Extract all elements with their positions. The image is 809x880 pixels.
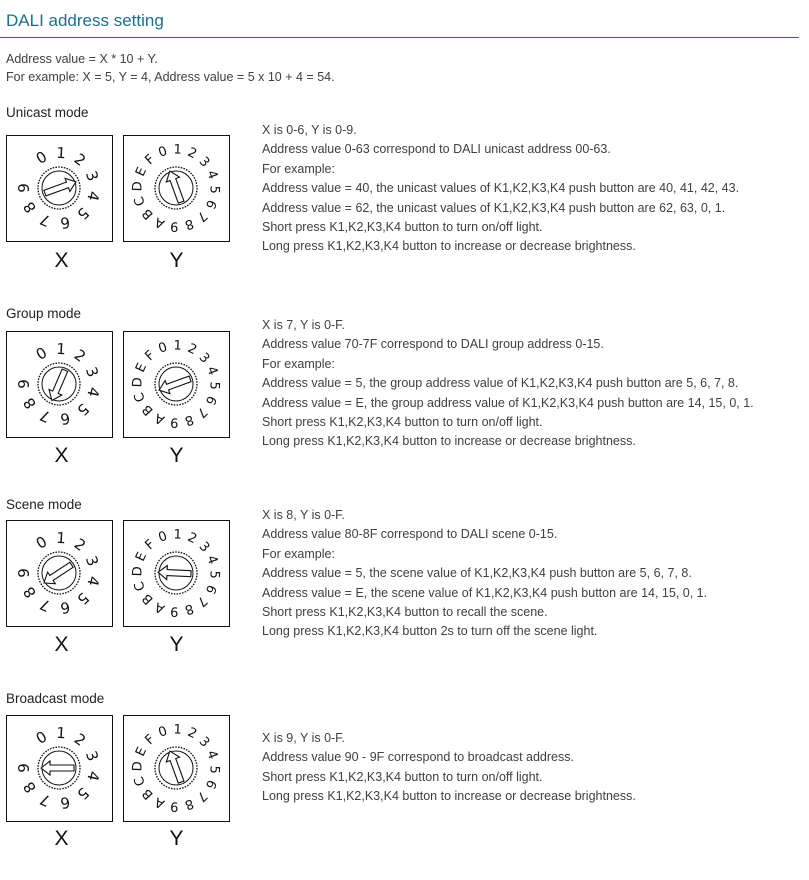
dial-digit: 9 xyxy=(15,568,33,578)
desc-line: Address value 70-7F correspond to DALI group address 0-15. xyxy=(262,337,604,352)
section-description-unicast xyxy=(262,121,739,257)
dial-digit: C xyxy=(131,579,149,593)
desc-line: X is 8, Y is 0-F. xyxy=(262,508,345,522)
dial-digit: 5 xyxy=(73,203,93,224)
dial-digit: 1 xyxy=(55,723,67,743)
dial-digit: 2 xyxy=(185,341,200,359)
x-dial-graphic xyxy=(7,332,111,436)
section-description-scene xyxy=(262,506,707,642)
dial-digit: 9 xyxy=(169,603,179,619)
dial-digit: 2 xyxy=(185,145,200,163)
dial-digit: 8 xyxy=(182,411,196,429)
intro-example: For example: X = 5, Y = 4, Address value = 5 x 10 + 4 = 54. xyxy=(6,70,335,84)
dial-digit: 2 xyxy=(185,530,200,548)
x-dial-graphic xyxy=(7,521,111,625)
desc-line: Short press K1,K2,K3,K4 button to turn on/off light. xyxy=(262,769,543,784)
dial-digit: 6 xyxy=(58,792,72,813)
dial-digit: E xyxy=(133,745,151,759)
dial-digit: 6 xyxy=(201,582,219,597)
dial-digit: 8 xyxy=(182,215,196,233)
dial-digit: C xyxy=(131,774,149,788)
dial-digit: B xyxy=(139,785,157,803)
dial-digit: 8 xyxy=(19,583,40,602)
dial-digit: 7 xyxy=(37,209,54,231)
x-label: X xyxy=(54,827,69,850)
x-label: X xyxy=(54,444,69,467)
desc-line: X is 7, Y is 0-F. xyxy=(262,318,345,332)
dial-digit: 0 xyxy=(32,147,51,168)
x-dial-graphic xyxy=(7,716,111,820)
desc-line: Address value = 5, the group address value of K1,K2,K3,K4 push button are 5, 6, 7, 8. xyxy=(262,376,739,391)
x-rotary-switch-group xyxy=(6,331,113,438)
dial-digit: A xyxy=(152,598,168,617)
dial-digit: 0 xyxy=(156,528,170,546)
y-rotary-switch-broadcast xyxy=(123,715,230,822)
desc-line: Address value = E, the group address value of K1,K2,K3,K4 push button are 14, 15, 0, 1. xyxy=(262,395,754,410)
dial-digit: 5 xyxy=(73,783,93,804)
dial-digit: 5 xyxy=(206,185,222,195)
dial-digit: 7 xyxy=(193,592,210,610)
desc-line: For example: xyxy=(262,546,335,561)
dial-digit: 0 xyxy=(32,727,51,748)
dial-digit: 4 xyxy=(203,553,221,567)
title-divider xyxy=(0,37,799,38)
dial-digit: 3 xyxy=(81,364,102,380)
dial-digit: E xyxy=(133,361,151,375)
dial-digit: 1 xyxy=(173,722,183,738)
y-dial-graphic xyxy=(124,521,228,625)
desc-line: Address value = 5, the scene value of K1,K2,K3,K4 push button are 5, 6, 7, 8. xyxy=(262,566,692,581)
section-label-unicast: Unicast mode xyxy=(6,105,89,120)
dial-digit: 0 xyxy=(32,343,51,364)
dial-digit: A xyxy=(152,793,168,812)
dial-digit: A xyxy=(152,409,168,428)
dial-digit: B xyxy=(139,205,157,223)
dial-digit: 9 xyxy=(15,379,33,389)
y-dial-graphic xyxy=(124,136,228,240)
dial-digit: 5 xyxy=(206,765,222,775)
section-description-broadcast xyxy=(262,729,636,807)
desc-line: Address value 80-8F correspond to DALI scene 0-15. xyxy=(262,527,558,542)
dial-digit: D xyxy=(130,180,146,192)
dial-digit: 6 xyxy=(201,777,219,792)
dial-digit: D xyxy=(130,376,146,388)
desc-line: Long press K1,K2,K3,K4 button to increase or decrease brightness. xyxy=(262,239,636,254)
dial-digit: 7 xyxy=(37,789,54,811)
desc-line: Address value 0-63 correspond to DALI unicast address 00-63. xyxy=(262,142,611,157)
x-rotary-switch-unicast xyxy=(6,135,113,242)
dial-digit: 6 xyxy=(201,197,219,212)
y-rotary-switch-group xyxy=(123,331,230,438)
dial-digit: 4 xyxy=(83,769,103,783)
dial-digit: 2 xyxy=(185,725,200,743)
y-rotary-switch-unicast xyxy=(123,135,230,242)
dial-digit: 0 xyxy=(156,723,170,741)
dial-digit: 3 xyxy=(81,168,102,184)
dial-digit: A xyxy=(152,213,168,232)
dial-digit: 6 xyxy=(58,597,72,618)
dial-digit: 7 xyxy=(37,405,54,427)
dial-digit: 9 xyxy=(169,218,179,234)
dial-digit: 6 xyxy=(58,408,72,429)
desc-line: Address value 90 - 9F correspond to broadcast address. xyxy=(262,750,574,765)
desc-line: Short press K1,K2,K3,K4 button to recall the scene. xyxy=(262,604,548,619)
dial-digit: 1 xyxy=(55,528,67,548)
dial-digit: 4 xyxy=(83,189,103,203)
dial-digit: 2 xyxy=(70,345,90,366)
dial-digit: 9 xyxy=(15,763,33,773)
desc-line: For example: xyxy=(262,356,335,371)
dial-digit: 0 xyxy=(156,339,170,357)
dial-digit: F xyxy=(142,347,159,365)
desc-line: Long press K1,K2,K3,K4 button 2s to turn off the scene light. xyxy=(262,624,598,639)
y-rotary-switch-scene xyxy=(123,520,230,627)
section-label-group: Group mode xyxy=(6,306,82,321)
dial-digit: 7 xyxy=(193,207,210,225)
desc-line: X is 0-6, Y is 0-9. xyxy=(262,123,357,137)
dial-digit: 5 xyxy=(206,570,222,580)
dial-digit: 5 xyxy=(206,381,222,391)
dial-digit: 1 xyxy=(55,143,67,163)
dial-digit: C xyxy=(131,390,149,404)
x-rotary-switch-broadcast xyxy=(6,715,113,822)
x-label: X xyxy=(54,633,69,656)
y-label: Y xyxy=(169,444,184,467)
dial-digit: 8 xyxy=(182,600,196,618)
y-label: Y xyxy=(169,249,184,272)
dial-digit: 1 xyxy=(55,339,67,359)
dial-digit: 1 xyxy=(173,142,183,158)
x-rotary-switch-scene xyxy=(6,520,113,627)
dial-digit: 3 xyxy=(195,734,213,751)
desc-line: Long press K1,K2,K3,K4 button to increase or decrease brightness. xyxy=(262,434,636,449)
intro-text xyxy=(6,50,335,86)
dial-digit: 3 xyxy=(195,350,213,367)
page-title: DALI address setting xyxy=(6,11,164,30)
desc-line: Short press K1,K2,K3,K4 button to turn on/off light. xyxy=(262,414,543,429)
dial-digit: 4 xyxy=(203,748,221,762)
dial-digit: 1 xyxy=(173,527,183,543)
dial-digit: E xyxy=(133,165,151,179)
dial-digit: 0 xyxy=(156,143,170,161)
dial-digit: 9 xyxy=(169,414,179,430)
y-dial-graphic xyxy=(124,716,228,820)
dial-digit: 4 xyxy=(83,574,103,588)
dial-digit: 8 xyxy=(19,198,40,217)
desc-line: Address value = 62, the unicast values of K1,K2,K3,K4 push button are 62, 63, 0, 1. xyxy=(262,200,726,215)
dial-digit: 3 xyxy=(81,553,102,569)
y-label: Y xyxy=(169,827,184,850)
dial-digit: 2 xyxy=(70,534,90,555)
dial-digit: E xyxy=(133,550,151,564)
dial-digit: C xyxy=(131,194,149,208)
dial-digit: 2 xyxy=(70,149,90,170)
dial-digit: 1 xyxy=(173,338,183,354)
dial-digit: 3 xyxy=(195,539,213,556)
dial-digit: 8 xyxy=(19,778,40,797)
dial-digit: 5 xyxy=(73,588,93,609)
dial-digit: 6 xyxy=(58,212,72,233)
dial-digit: 4 xyxy=(203,168,221,182)
dial-digit: 8 xyxy=(182,795,196,813)
section-description-group xyxy=(262,316,754,452)
dial-digit: 7 xyxy=(193,403,210,421)
x-label: X xyxy=(54,249,69,272)
desc-line: X is 9, Y is 0-F. xyxy=(262,731,345,745)
dial-digit: 3 xyxy=(195,154,213,171)
desc-line: Address value = 40, the unicast values of K1,K2,K3,K4 push button are 40, 41, 42, 43. xyxy=(262,181,740,196)
dial-digit: 7 xyxy=(193,787,210,805)
dial-digit: B xyxy=(139,590,157,608)
dial-digit: B xyxy=(139,401,157,419)
section-label-broadcast: Broadcast mode xyxy=(6,691,105,706)
intro-formula: Address value = X * 10 + Y. xyxy=(6,52,158,66)
dial-digit: D xyxy=(130,565,146,577)
x-dial-graphic xyxy=(7,136,111,240)
y-dial-graphic xyxy=(124,332,228,436)
dial-digit: 7 xyxy=(37,594,54,616)
dial-digit: 9 xyxy=(169,798,179,814)
dial-digit: F xyxy=(142,536,159,554)
desc-line: Address value = E, the scene value of K1,K2,K3,K4 push button are 14, 15, 0, 1. xyxy=(262,585,708,600)
dial-digit: 0 xyxy=(32,532,51,553)
dial-digit: 8 xyxy=(19,394,40,413)
dial-digit: 6 xyxy=(201,393,219,408)
dial-digit: 9 xyxy=(15,183,33,193)
desc-line: Short press K1,K2,K3,K4 button to turn on/off light. xyxy=(262,219,543,234)
dial-digit: 2 xyxy=(70,729,90,750)
dial-digit: 3 xyxy=(81,748,102,764)
dial-digit: 5 xyxy=(73,399,93,420)
dial-digit: F xyxy=(142,731,159,749)
dial-digit: F xyxy=(142,151,159,169)
desc-line: Long press K1,K2,K3,K4 button to increase or decrease brightness. xyxy=(262,789,636,804)
desc-line: For example: xyxy=(262,161,335,176)
dial-digit: 4 xyxy=(83,385,103,399)
section-label-scene: Scene mode xyxy=(6,497,82,512)
dial-digit: D xyxy=(130,760,146,772)
y-label: Y xyxy=(169,633,184,656)
dial-digit: 4 xyxy=(203,364,221,378)
